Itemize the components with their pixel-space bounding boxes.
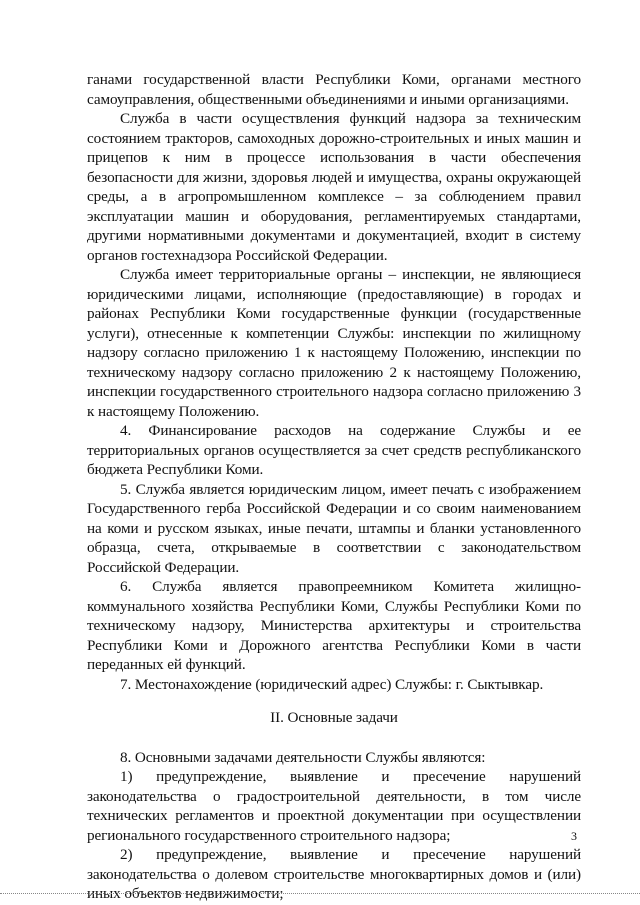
paragraph-task-1: 1) предупреждение, выявление и пресечение нарушений законодательства о градостроительной деятельности, в том числе технических регламентов и проектной документации при осуществлении регионального государственного строительного надзора; xyxy=(87,768,581,844)
scan-edge-divider xyxy=(0,893,640,895)
paragraph-item-7: 7. Местонахождение (юридический адрес) Службы: г. Сыктывкар. xyxy=(120,675,544,693)
document-body xyxy=(87,70,581,904)
paragraph-gostekhnadzor: Служба в части осуществления функций надзора за техническим состоянием тракторов, самоходных дорожно-строительных и иных машин и прицепов к ним в процессе использования в части обеспечения безопасности для жизни, здоровья людей и имущества, охраны окружающей среды, а в агропромышленном комплексе – за соблюдением правил эксплуатации машин и оборудования, регламентируемых стандартами, другими нормативными документами и документацией, входит в систему органов гостехнадзора Российской Федерации. xyxy=(87,110,581,264)
paragraph-item-5: 5. Служба является юридическим лицом, имеет печать с изображением Государственного герба Российской Федерации и со своим наименованием на коми и русском языках, иные печати, штампы и бланки установленного образца, счета, открываемые в соответствии с законодательством Российской Федерации. xyxy=(87,480,581,576)
paragraph-continuation: ганами государственной власти Республики Коми, органами местного самоуправления, общественными объединениями и иными организациями. xyxy=(87,71,581,108)
paragraph-territorial-bodies: Служба имеет территориальные органы – инспекции, не являющиеся юридическими лицами, исполняющие (предоставляющие) в городах и районах Республики Коми государственные функции (государственные услуги), отнесенные к компетенции Службы: инспекции по жилищному надзору согласно приложению 1 к настоящему Положению, инспекции по техническому надзору согласно приложению 2 к настоящему Положению, инспекции государственного строительного надзора согласно приложению 3 к настоящему Положению. xyxy=(87,266,581,420)
paragraph-task-2: 2) предупреждение, выявление и пресечение нарушений законодательства о долевом строительстве многоквартирных домов и (или) иных объектов недвижимости; xyxy=(87,846,581,902)
section-title: II. Основные задачи xyxy=(270,709,398,726)
paragraph-item-8: 8. Основными задачами деятельности Службы являются: xyxy=(120,748,486,766)
paragraph-item-4: 4. Финансирование расходов на содержание Службы и ее территориальных органов осуществляется за счет средств республиканского бюджета Республики Коми. xyxy=(87,422,581,478)
paragraph-item-6: 6. Служба является правопреемником Комитета жилищно-коммунального хозяйства Республики Коми, Службы Республики Коми по техническому надзору, Министерства архитектуры и строительства Республики Коми и Дорожного агентства Республики Коми в части переданных ей функций. xyxy=(87,578,581,673)
page-number: 3 xyxy=(571,829,577,843)
